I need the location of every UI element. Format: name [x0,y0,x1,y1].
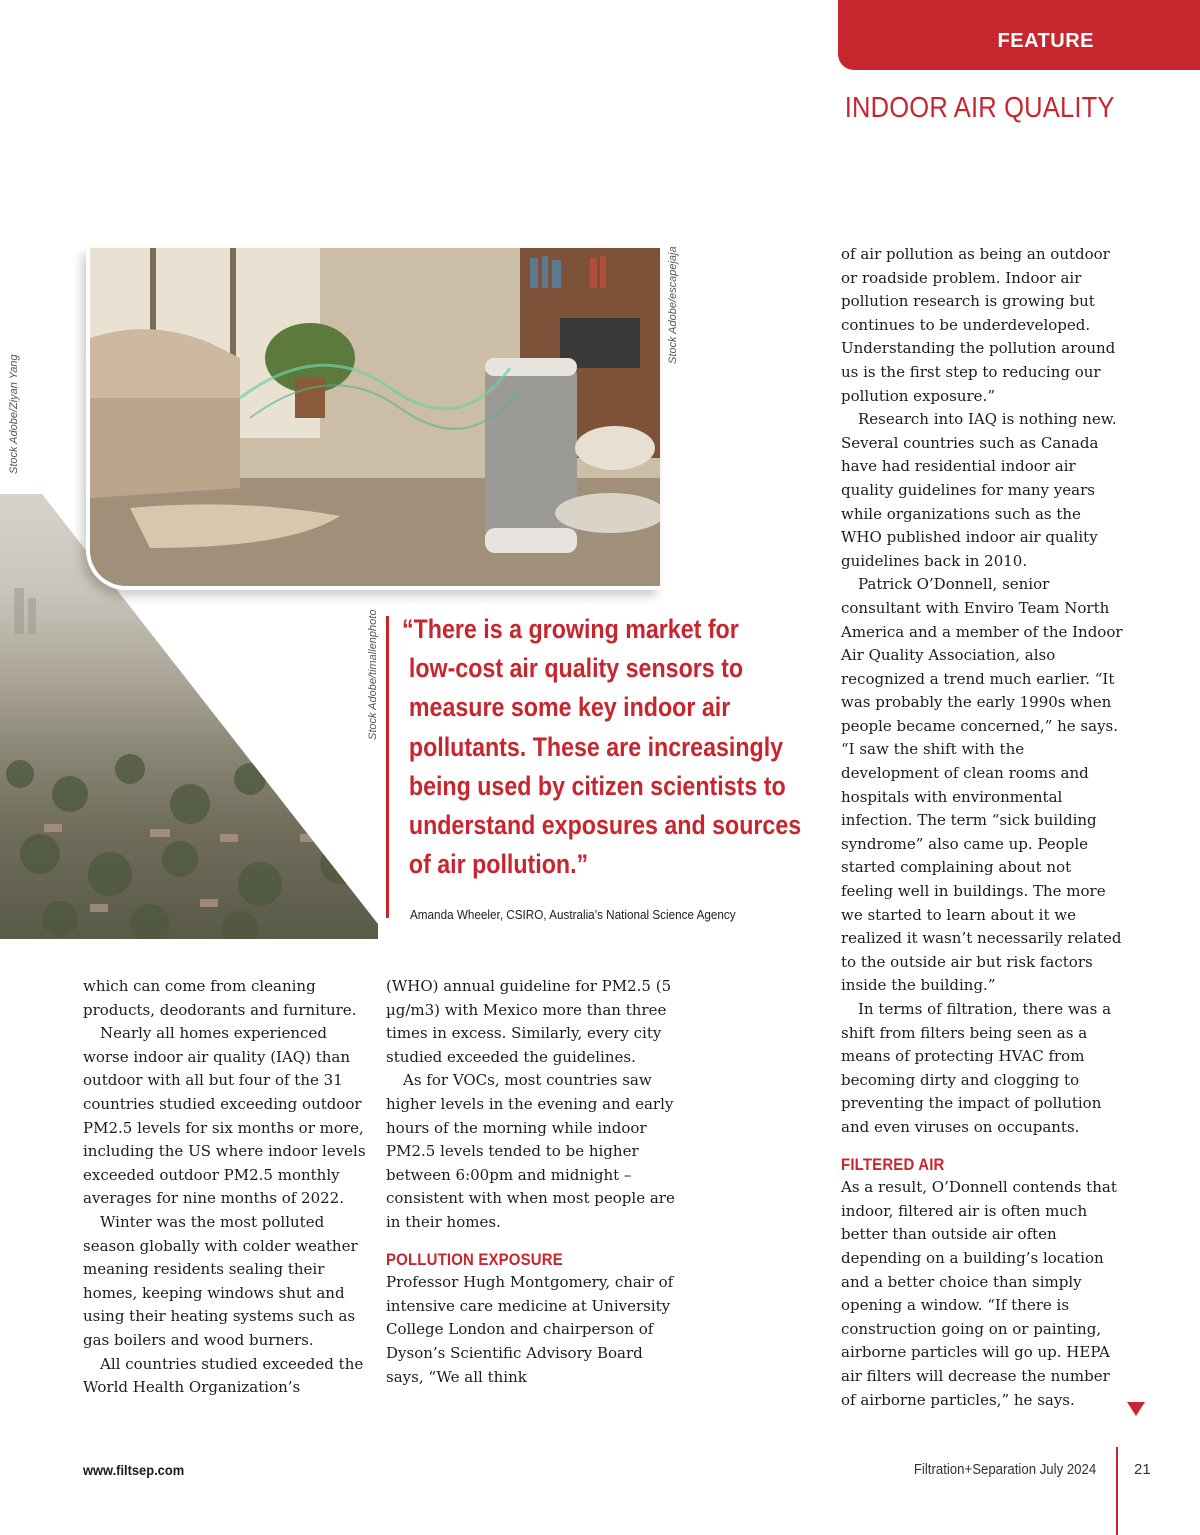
paragraph: (WHO) annual guideline for PM2.5 (5 µg/m3) with Mexico more than three times in excess. Similarly, every city studied exceeded the guidelines. [386,977,672,1066]
article-column-1 [83,975,373,1400]
paragraph: All countries studied exceeded the World Health Organization’s [83,1354,364,1397]
pull-quote-line: low-cost air quality sensors to [408,653,744,684]
paragraph: Patrick O’Donnell, senior consultant with Enviro Team North America and a member of the Indoor Air Quality Association, also recognized a trend much earlier. “It was probably the early 1990s when people became concerned,” he says. “I saw the shift with the development of clean rooms and hospitals with environmental infection. The term “sick building syndrome” also came up. People started complaining about not feeling well in buildings. The more we started to learn about it we realized it wasn’t necessarily related to the outside air but risk factors inside the building.” [841,575,1123,995]
pull-quote-line: “There is a growing market for [402,614,739,644]
section-title: INDOOR AIR QUALITY [845,92,1115,124]
paragraph: Research into IAQ is nothing new. Several countries such as Canada have had residential indoor air quality guidelines for many years while organizations such as the WHO published indoor air quality guidelines back in 2010. [841,410,1117,570]
feature-label: FEATURE [997,30,1094,52]
quote-rule [386,616,389,918]
room-scene-shape [90,248,660,586]
paragraph: As a result, O’Donnell contends that indoor, filtered air is often much better than outside air often depending on a building’s location and a better choice than simply opening a window. “If there is construction going on or painting, airborne particles will go up. HEPA air filters will decrease the number of airborne particles,” he says. [841,1178,1117,1409]
air-purifier-photo [86,248,660,590]
pull-quote [402,610,806,884]
footer-url-link[interactable]: www.filtsep.com [83,1462,185,1478]
page-number: 21 [1134,1461,1151,1478]
pull-quote-line: understand exposures and sources [408,810,802,841]
city-photo-credit: Stock Adobe/Ziyan Yang [8,354,20,474]
room-photo-credit: Stock Adobe/escapejaja [667,246,679,364]
paragraph: Nearly all homes experienced worse indoor air quality (IAQ) than outdoor with all but four of the 31 countries studied exceeding outdoor PM2.5 levels for six months or more, including the US where indoor levels exceeded outdoor PM2.5 monthly averages for nine months of 2022. [83,1024,366,1208]
paragraph: In terms of filtration, there was a shift from filters being seen as a means of protecting HVAC from becoming dirty and clogging to preventing the impact of pollution and even viruses on occupants. [841,1000,1112,1136]
quote-photo-credit: Stock Adobe/timallenphoto [367,609,379,740]
pull-quote-line: measure some key indoor air [408,692,731,723]
subheading-filtered-air: FILTERED AIR [841,1154,945,1174]
city-houses-shape [0,734,378,939]
article-column-2 [386,975,676,1389]
paragraph: Winter was the most polluted season globally with colder weather meaning residents sealing their homes, keeping windows shut and using their heating systems such as gas boilers and wood burners. [83,1212,358,1349]
footer-magazine: Filtration+Separation July 2024 [913,1461,1096,1478]
paragraph: which can come from cleaning products, deodorants and furniture. [83,977,357,1019]
paragraph: Professor Hugh Montgomery, chair of intensive care medicine at University College London and chairperson of Dyson’s Scientific Advisory Board says, “We all think [386,1273,674,1386]
story-continues-icon [1127,1402,1145,1416]
pull-quote-line: pollutants. These are increasingly [408,731,784,762]
feature-tab [838,0,1200,70]
paragraph: As for VOCs, most countries saw higher levels in the evening and early hours of the morning while indoor PM2.5 levels tended to be higher between 6:00pm and midnight – consistent with when most people are in their homes. [386,1071,675,1231]
paragraph: of air pollution as being an outdoor or roadside problem. Indoor air pollution research is growing but continues to be underdeveloped. Understanding the pollution around us is the first step to reducing our pollution exposure.” [841,245,1116,405]
article-column-3 [841,243,1126,1412]
subheading-pollution-exposure: POLLUTION EXPOSURE [386,1249,563,1269]
footer-divider [1116,1447,1118,1535]
pull-quote-line: being used by citizen scientists to [408,770,786,801]
pull-quote-line: of air pollution.” [408,849,589,880]
quote-attribution: Amanda Wheeler, CSIRO, Australia’s National Science Agency [410,907,736,922]
